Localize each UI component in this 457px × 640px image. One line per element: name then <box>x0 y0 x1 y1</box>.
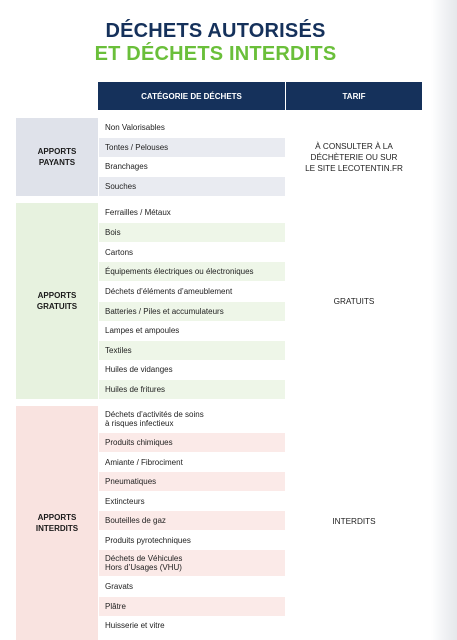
group-label-gratuits <box>16 203 98 399</box>
table-row: Bouteilles de gaz <box>99 511 285 530</box>
tarif-payants <box>286 118 422 196</box>
group-label-interdits <box>16 406 98 640</box>
table-row: Extincteurs <box>105 496 145 506</box>
tarif-interdits: INTERDITS <box>332 516 376 526</box>
table-row <box>99 406 285 432</box>
column-header-category: CATÉGORIE DE DÉCHETS <box>98 82 285 110</box>
table-row: Branchages <box>105 161 148 171</box>
table-row: Huiles de vidanges <box>105 364 173 374</box>
group-label-line: INTERDITS <box>35 524 79 533</box>
table-row: Lampes et ampoules <box>105 325 180 335</box>
tarif-line: DÉCHÈTERIE OU SUR <box>310 152 398 162</box>
table-row: Déchets d’éléments d’ameublement <box>105 286 233 296</box>
table-row: Batteries / Piles et accumulateurs <box>99 302 285 321</box>
group-label-line: PAYANTS <box>38 158 76 167</box>
page-title: DÉCHETS AUTORISÉS <box>105 20 326 42</box>
table-row: Produits chimiques <box>99 433 285 452</box>
table-row: Huiles de fritures <box>99 380 285 399</box>
row-text-line: Hors d’Usages (VHU) <box>105 563 182 572</box>
page-edge-shadow <box>431 0 457 640</box>
tarif-line: LE SITE LECOTENTIN.FR <box>305 163 403 173</box>
group-label-line: APPORTS <box>37 147 77 156</box>
table-row: Bois <box>99 223 285 242</box>
table-row: Huisserie et vitre <box>105 620 165 630</box>
table-row: Non Valorisables <box>99 118 285 137</box>
table-row: Ferrailles / Métaux <box>105 207 171 217</box>
page-subtitle: ET DÉCHETS INTERDITS <box>94 43 337 65</box>
table-row: Gravats <box>105 581 134 591</box>
group-label-payants <box>16 118 98 196</box>
row-text-line: Déchets de Véhicules <box>105 553 183 563</box>
table-row: Plâtre <box>99 597 285 616</box>
table-row: Amiante / Fibrociment <box>105 457 183 467</box>
column-header-tarif: TARIF <box>286 82 422 110</box>
row-text-line: à risques infectieux <box>105 419 174 428</box>
table-row: Textiles <box>99 341 285 360</box>
row-text-line: Déchets d’activités de soins <box>105 409 204 419</box>
table-row: Équipements électriques ou électroniques <box>99 262 285 281</box>
table-row: Souches <box>99 177 285 196</box>
table-row: Tontes / Pelouses <box>99 138 285 157</box>
group-label-line: APPORTS <box>37 513 77 522</box>
group-label-line: GRATUITS <box>36 302 78 311</box>
table-row: Cartons <box>105 247 134 257</box>
table-row <box>99 550 285 576</box>
group-label-line: APPORTS <box>37 291 77 300</box>
tarif-line: À CONSULTER À LA <box>315 141 393 151</box>
tarif-gratuits: GRATUITS <box>333 296 375 306</box>
table-row: Pneumatiques <box>99 472 285 491</box>
table-row: Produits pyrotechniques <box>105 535 191 545</box>
